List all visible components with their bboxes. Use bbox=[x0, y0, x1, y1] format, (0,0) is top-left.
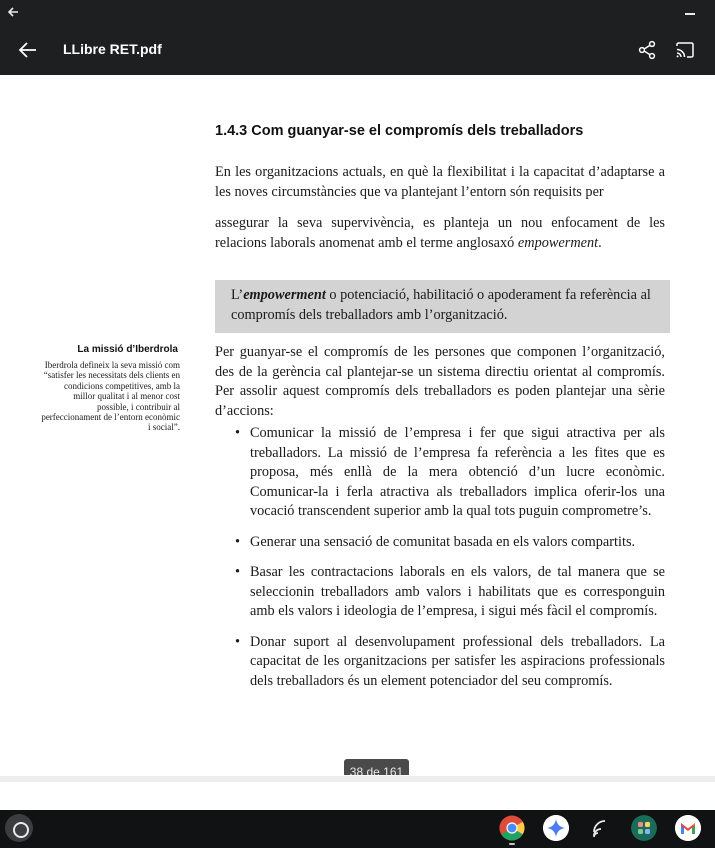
app-bar bbox=[0, 26, 715, 75]
callout-text: L’ bbox=[231, 287, 244, 303]
gmail-icon[interactable] bbox=[675, 815, 701, 841]
arrow-left-icon[interactable] bbox=[5, 4, 21, 20]
section-heading: 1.4.3 Com guanyar-se el compromís dels treballadors bbox=[215, 123, 584, 139]
launcher-icon[interactable] bbox=[5, 814, 33, 842]
document-title: LLibre RET.pdf bbox=[63, 41, 162, 57]
margin-note-title: La missió d’Iberdrola bbox=[77, 344, 178, 355]
paragraph: Per guanyar-se el compromís de les persones que componen l’organització, des de la gerència cal plantejar-se un sistema directiu orientat al compromís. Per assolir aquest compromís dels treballadors es poden plantejar una sèrie d’accions: bbox=[215, 344, 665, 419]
paragraph-text: . bbox=[598, 234, 602, 251]
window-bar bbox=[0, 0, 715, 26]
horizontal-scrollbar[interactable] bbox=[0, 776, 715, 782]
definition-callout bbox=[215, 280, 670, 333]
pdf-page[interactable] bbox=[0, 75, 715, 775]
gemini-icon[interactable] bbox=[543, 815, 569, 841]
minimize-icon[interactable] bbox=[685, 13, 695, 15]
back-button[interactable] bbox=[16, 38, 40, 62]
callout-text: o potenciació, habilitació o apoderament fa referència al compromís dels treballadors amb l’organització. bbox=[231, 287, 651, 323]
cast-icon[interactable] bbox=[673, 38, 697, 62]
paragraph-text: assegurar la seva supervivència, es planteja un nou enfocament de les relacions laborals anomenat amb el terme anglosaxó bbox=[215, 215, 665, 251]
margin-note-text: Iberdrola defineix la seva missió com “satisfer les necessitats dels clients en condicions competitives, amb la millor qualitat i al menor cost possible, i contribuir al perfeccionament de l’entorn econòmic i social”. bbox=[41, 360, 180, 433]
emphasized-term: empowerment bbox=[517, 234, 599, 251]
chrome-icon[interactable] bbox=[499, 815, 525, 841]
share-icon[interactable] bbox=[635, 38, 659, 62]
page-indicator: 38 de 161 bbox=[344, 759, 409, 775]
list-item: • Generar una sensació de comunitat basada en els valors compartits. bbox=[235, 533, 665, 553]
taskbar-shelf bbox=[0, 810, 715, 848]
callout-term: empowerment bbox=[243, 287, 326, 303]
active-app-indicator bbox=[509, 843, 515, 845]
hotspot-icon[interactable] bbox=[587, 815, 613, 841]
list-item: • Comunicar la missió de l’empresa i fer que sigui atractiva per als treballadors. La missió de l’empresa fa referència a les fites que es proposa, més enllà de la mera obtenció d’un lucre econòmic. Comunicar-la i ferla atractiva als treballadors implica oferir-los una vocació transcendent superior amb la qual tots puguin comprometre’s. bbox=[235, 424, 665, 522]
paragraph: En les organitzacions actuals, en què la flexibilitat i la capacitat d’adaptarse a les noves circumstàncies que va plantejant l’entorn són requisits per bbox=[215, 164, 665, 200]
apps-icon[interactable] bbox=[631, 815, 657, 841]
action-list bbox=[235, 424, 665, 702]
paragraph bbox=[215, 214, 665, 253]
list-item: • Basar les contractacions laborals en els valors, de tal manera que se seleccionin treballadors amb valors i habilitats que es corresponguin amb els valors i ideologia de l’empresa, i sigui més fàcil el compromís. bbox=[235, 563, 665, 622]
list-item: • Donar suport al desenvolupament professional dels treballadors. La capacitat de les organitzacions per satisfer les aspiracions professionals dels treballadors és un element potenciador del seu compromís. bbox=[235, 633, 665, 692]
